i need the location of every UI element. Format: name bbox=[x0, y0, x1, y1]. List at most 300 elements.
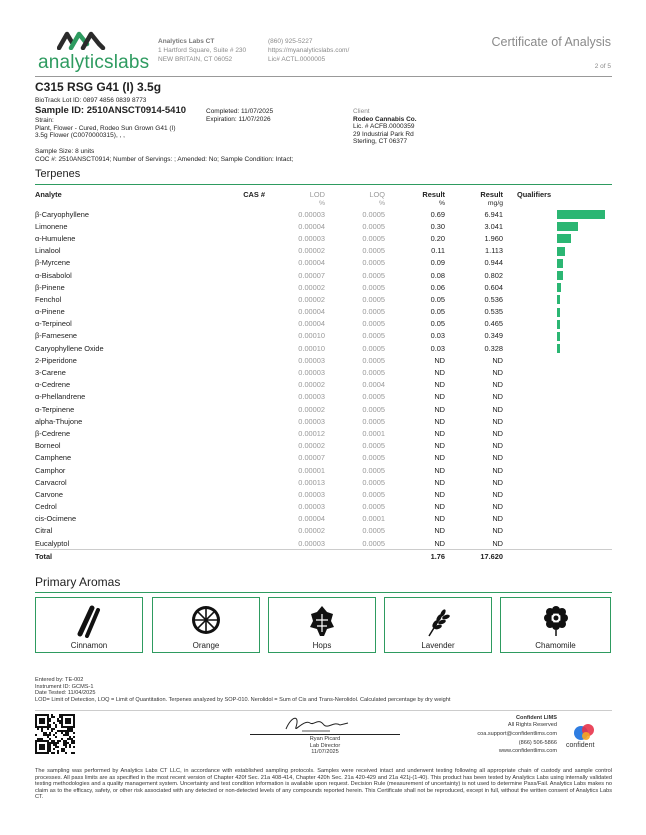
table-row bbox=[35, 440, 612, 452]
qualifier-cell bbox=[503, 269, 612, 281]
strain-label: Strain: bbox=[35, 117, 54, 124]
cas-cell bbox=[205, 452, 265, 464]
table-row bbox=[35, 342, 612, 354]
lod-cell: 0.00003 bbox=[298, 209, 325, 219]
loq-cell: 0.0005 bbox=[362, 233, 385, 243]
table-row bbox=[35, 330, 612, 342]
product-name: C315 RSG G41 (I) 3.5g bbox=[35, 80, 162, 94]
loq-cell: 0.0001 bbox=[362, 514, 385, 524]
lod-cell: 0.00013 bbox=[298, 477, 325, 487]
qualifier-cell bbox=[503, 537, 612, 550]
lod-cell: 0.00010 bbox=[298, 343, 325, 353]
qualifier-cell bbox=[503, 391, 612, 403]
col-result-mg: Result bbox=[480, 189, 503, 199]
loq-cell: 0.0005 bbox=[362, 404, 385, 414]
lod-cell: 0.00003 bbox=[298, 416, 325, 426]
table-row bbox=[35, 537, 612, 550]
lod-cell: 0.00003 bbox=[298, 392, 325, 402]
qualifier-cell bbox=[503, 403, 612, 415]
lod-cell: 0.00003 bbox=[298, 355, 325, 365]
table-row bbox=[35, 488, 612, 500]
cas-cell bbox=[205, 232, 265, 244]
lod-cell: 0.00004 bbox=[298, 319, 325, 329]
cas-cell bbox=[205, 415, 265, 427]
level-bar bbox=[557, 295, 560, 304]
aroma-card-hops bbox=[268, 597, 376, 653]
loq-cell: 0.0005 bbox=[362, 489, 385, 499]
level-bar bbox=[557, 308, 560, 317]
result-pct-cell: ND bbox=[434, 502, 445, 512]
cas-cell bbox=[205, 293, 265, 305]
loq-cell: 0.0005 bbox=[362, 392, 385, 402]
result-pct-cell: 0.08 bbox=[430, 270, 445, 280]
lod-cell: 0.00010 bbox=[298, 331, 325, 341]
lod-cell: 0.00002 bbox=[298, 526, 325, 536]
cas-cell bbox=[205, 342, 265, 354]
table-row bbox=[35, 366, 612, 378]
loq-cell: 0.0005 bbox=[362, 294, 385, 304]
lims-website[interactable]: www.confidentlims.com bbox=[498, 748, 557, 755]
cas-cell bbox=[205, 330, 265, 342]
result-mg-cell: 3.041 bbox=[484, 221, 503, 231]
qualifier-cell bbox=[503, 354, 612, 366]
level-bar bbox=[557, 332, 560, 341]
result-mg-cell: ND bbox=[492, 416, 503, 426]
table-row bbox=[35, 281, 612, 293]
result-mg-cell: 6.941 bbox=[484, 209, 503, 219]
total-mg: 17.620 bbox=[445, 550, 503, 563]
result-mg-cell: 0.604 bbox=[484, 282, 503, 292]
result-pct-cell: ND bbox=[434, 538, 445, 548]
cas-cell bbox=[205, 537, 265, 550]
cas-cell bbox=[205, 440, 265, 452]
qualifier-cell bbox=[503, 306, 612, 318]
qualifier-cell bbox=[503, 513, 612, 525]
aromas-divider bbox=[35, 592, 612, 593]
cas-cell bbox=[205, 464, 265, 476]
lod-cell: 0.00002 bbox=[298, 282, 325, 292]
aroma-name: Orange bbox=[192, 641, 220, 650]
qualifier-cell bbox=[503, 220, 612, 232]
lims-name: Confident LIMS bbox=[515, 715, 557, 721]
lod-cell: 0.00002 bbox=[298, 246, 325, 256]
lab-address bbox=[158, 37, 246, 64]
analyte-cell: α-Humulene bbox=[35, 233, 76, 243]
qualifier-cell bbox=[503, 464, 612, 476]
table-row bbox=[35, 391, 612, 403]
client-name: Rodeo Cannabis Co. bbox=[353, 115, 417, 123]
lod-cell: 0.00003 bbox=[298, 538, 325, 548]
result-mg-cell: ND bbox=[492, 380, 503, 390]
loq-cell: 0.0004 bbox=[362, 380, 385, 390]
loq-cell: 0.0005 bbox=[362, 502, 385, 512]
result-mg-cell: ND bbox=[492, 502, 503, 512]
lod-cell: 0.00012 bbox=[298, 428, 325, 438]
loq-cell: 0.0005 bbox=[362, 221, 385, 231]
result-pct-cell: ND bbox=[434, 441, 445, 451]
cas-cell bbox=[205, 245, 265, 257]
analyte-cell: Fenchol bbox=[35, 294, 62, 304]
col-analyte: Analyte bbox=[35, 189, 62, 199]
biotrack-lot-id: BioTrack Lot ID: 0897 4856 0839 8773 bbox=[35, 97, 147, 104]
col-result-pct: Result bbox=[422, 189, 445, 199]
result-pct-cell: ND bbox=[434, 489, 445, 499]
logo-text: analyticslabs bbox=[38, 52, 150, 73]
table-row bbox=[35, 476, 612, 488]
lod-cell: 0.00004 bbox=[298, 307, 325, 317]
result-mg-cell: 0.465 bbox=[484, 319, 503, 329]
qualifier-cell bbox=[503, 208, 612, 220]
qualifier-cell bbox=[503, 501, 612, 513]
table-row bbox=[35, 513, 612, 525]
result-mg-cell: ND bbox=[492, 489, 503, 499]
result-pct-cell: ND bbox=[434, 355, 445, 365]
result-mg-cell: 0.802 bbox=[484, 270, 503, 280]
total-row bbox=[35, 550, 612, 563]
result-mg-cell: ND bbox=[492, 453, 503, 463]
level-bar bbox=[557, 320, 560, 329]
analyte-cell: Camphor bbox=[35, 465, 66, 475]
cas-cell bbox=[205, 513, 265, 525]
cas-cell bbox=[205, 379, 265, 391]
loq-cell: 0.0005 bbox=[362, 331, 385, 341]
level-bar bbox=[557, 247, 565, 256]
notes-divider bbox=[35, 710, 612, 711]
unit-loq: % bbox=[378, 200, 385, 207]
result-mg-cell: 1.113 bbox=[485, 246, 503, 256]
lab-address-line1: 1 Hartford Square, Suite # 230 bbox=[158, 47, 247, 54]
table-row bbox=[35, 452, 612, 464]
table-row bbox=[35, 269, 612, 281]
lab-address-line2: NEW BRITAIN, CT 06052 bbox=[158, 56, 233, 63]
client-license: Lic. # ACFB.0000359 bbox=[353, 123, 415, 131]
units-row bbox=[35, 199, 612, 208]
qualifier-cell bbox=[503, 342, 612, 354]
level-bar bbox=[557, 210, 605, 219]
aroma-card-cinnamon bbox=[35, 597, 143, 653]
table-row bbox=[35, 415, 612, 427]
col-qualifiers: Qualifiers bbox=[517, 189, 552, 199]
client-address1: 29 Industrial Park Rd bbox=[353, 130, 414, 138]
lod-cell: 0.00003 bbox=[298, 233, 325, 243]
qualifier-cell bbox=[503, 293, 612, 305]
lab-name: Analytics Labs CT bbox=[158, 38, 215, 45]
result-mg-cell: ND bbox=[492, 404, 503, 414]
table-row bbox=[35, 245, 612, 257]
lab-phone: (860) 925-5227 bbox=[268, 38, 313, 45]
lod-cell: 0.00002 bbox=[298, 404, 325, 414]
cas-cell bbox=[205, 427, 265, 439]
loq-cell: 0.0005 bbox=[362, 258, 385, 268]
result-mg-cell: ND bbox=[492, 538, 503, 548]
signature-line bbox=[250, 734, 400, 735]
result-pct-cell: 0.69 bbox=[430, 209, 445, 219]
result-mg-cell: ND bbox=[492, 368, 503, 378]
result-mg-cell: 0.535 bbox=[484, 307, 503, 317]
disclaimer: The sampling was performed by Analytics Labs CT LLC, in accordance with established sampling protocols. Samples were received intact and underwent testing following all appropriate chain of custody and sample control processes. All pass limits are as specified in the most recent version of Chapter 420f Sec. 21a 408-414, Chapter 420h Sec. 21a 420-429 and 21a 421j-(1-40). This product has been tested by Analytics Labs using internally validated testing methodologies and a quality management system. Uncertainty and test condition information is available upon request. Decision Rule (measurement of uncertainty) is not used to determine Pass/Fail. Analytics Labs makes no claim as to the efficacy, safety, or other risk associated with any detected or non-detected levels of any compounds reported herein. This Certificate shall not be reproduced, except in full, without the written consent of Analytics Labs CT. bbox=[35, 768, 612, 801]
signature-icon bbox=[282, 713, 352, 735]
confident-brand: confident bbox=[566, 742, 595, 749]
qualifier-cell bbox=[503, 366, 612, 378]
cas-cell bbox=[205, 525, 265, 537]
analyte-cell: Limonene bbox=[35, 221, 68, 231]
table-row bbox=[35, 232, 612, 244]
lab-license: Lic# ACTL.0000005 bbox=[268, 56, 326, 63]
level-bar bbox=[557, 234, 571, 243]
qualifier-cell bbox=[503, 245, 612, 257]
table-row bbox=[35, 257, 612, 269]
result-mg-cell: ND bbox=[492, 465, 503, 475]
loq-cell: 0.0005 bbox=[362, 465, 385, 475]
loq-cell: 0.0005 bbox=[362, 538, 385, 548]
lod-cell: 0.00002 bbox=[298, 294, 325, 304]
client-address2: Sterling, CT 06377 bbox=[353, 138, 408, 146]
analyticslabs-logo-mark bbox=[57, 30, 109, 50]
analyte-cell: β-Pinene bbox=[35, 282, 65, 292]
table-row bbox=[35, 208, 612, 220]
result-pct-cell: 0.03 bbox=[430, 331, 445, 341]
analyte-cell: α-Cedrene bbox=[35, 380, 71, 390]
table-row bbox=[35, 306, 612, 318]
lims-block bbox=[477, 715, 557, 755]
result-mg-cell: ND bbox=[492, 355, 503, 365]
qualifier-cell bbox=[503, 427, 612, 439]
cas-cell bbox=[205, 366, 265, 378]
strain-line2: 3.5g Flower (C0070000315), , , bbox=[35, 132, 125, 140]
client-block bbox=[353, 108, 417, 146]
sample-id: Sample ID: 2510ANSCT0914-5410 bbox=[35, 105, 187, 116]
analyte-cell: Cedrol bbox=[35, 502, 57, 512]
result-pct-cell: 0.05 bbox=[430, 307, 445, 317]
level-bar bbox=[557, 344, 560, 353]
analyte-cell: Citral bbox=[35, 526, 53, 536]
lod-cell: 0.00007 bbox=[298, 270, 325, 280]
analyte-cell: alpha-Thujone bbox=[35, 416, 83, 426]
qualifier-cell bbox=[503, 476, 612, 488]
strain-line1: Plant, Flower - Cured, Rodeo Sun Grown G41 (I) bbox=[35, 124, 176, 132]
analyte-cell: α-Terpinene bbox=[35, 404, 75, 414]
header-divider bbox=[35, 76, 612, 77]
level-bar bbox=[557, 259, 563, 268]
analyte-cell: cis-Ocimene bbox=[35, 514, 77, 524]
cas-cell bbox=[205, 354, 265, 366]
loq-cell: 0.0005 bbox=[362, 282, 385, 292]
aroma-name: Lavender bbox=[421, 641, 455, 650]
table-header-row bbox=[35, 189, 612, 199]
lod-cell: 0.00004 bbox=[298, 258, 325, 268]
loq-cell: 0.0005 bbox=[362, 343, 385, 353]
lod-cell: 0.00004 bbox=[298, 514, 325, 524]
analyte-cell: Borneol bbox=[35, 441, 61, 451]
result-mg-cell: ND bbox=[492, 428, 503, 438]
lims-email[interactable]: coa.support@confidentlims.com bbox=[477, 731, 557, 738]
lod-cell: 0.00003 bbox=[298, 489, 325, 499]
table-row bbox=[35, 427, 612, 439]
analyte-cell: β-Caryophyllene bbox=[35, 209, 89, 219]
result-pct-cell: ND bbox=[434, 465, 445, 475]
unit-result-mg: mg/g bbox=[487, 200, 503, 207]
client-label: Client bbox=[353, 108, 370, 115]
result-pct-cell: 0.05 bbox=[430, 319, 445, 329]
lab-contact bbox=[268, 37, 349, 64]
result-pct-cell: ND bbox=[434, 477, 445, 487]
qualifier-cell bbox=[503, 281, 612, 293]
lod-cell: 0.00002 bbox=[298, 441, 325, 451]
qualifier-cell bbox=[503, 257, 612, 269]
result-mg-cell: 0.536 bbox=[484, 294, 503, 304]
signer-title: Lab Director bbox=[309, 742, 341, 749]
signature-block bbox=[250, 736, 400, 756]
confident-logo-icon bbox=[572, 722, 598, 742]
coc-line: COC #: 2510ANSCT0914; Number of Servings: ; Amended: No; Sample Condition: Intact; bbox=[35, 156, 294, 163]
analyte-cell: Linalool bbox=[35, 246, 61, 256]
completed-date: Completed: 11/07/2025 bbox=[206, 108, 274, 115]
lod-cell: 0.00001 bbox=[298, 465, 325, 475]
terpenes-table bbox=[35, 189, 612, 562]
aroma-card-chamomile bbox=[500, 597, 611, 653]
analyte-cell: Carvone bbox=[35, 489, 63, 499]
analyte-cell: α-Pinene bbox=[35, 307, 65, 317]
table-row bbox=[35, 354, 612, 366]
expiration-date: Expiration: 11/07/2026 bbox=[206, 115, 271, 123]
result-pct-cell: ND bbox=[434, 416, 445, 426]
analyte-cell: 3-Carene bbox=[35, 368, 66, 378]
terpenes-section-title: Terpenes bbox=[35, 168, 81, 180]
result-mg-cell: ND bbox=[492, 477, 503, 487]
aroma-card-orange bbox=[152, 597, 260, 653]
result-pct-cell: ND bbox=[434, 453, 445, 463]
page-number: 2 of 5 bbox=[594, 63, 611, 70]
analyte-cell: Camphene bbox=[35, 453, 72, 463]
lab-website[interactable]: https://myanalyticslabs.com/ bbox=[268, 47, 350, 54]
result-pct-cell: ND bbox=[434, 380, 445, 390]
cas-cell bbox=[205, 208, 265, 220]
cas-cell bbox=[205, 220, 265, 232]
result-pct-cell: 0.09 bbox=[430, 258, 445, 268]
analyte-cell: 2-Piperidone bbox=[35, 355, 77, 365]
result-mg-cell: 0.328 bbox=[484, 343, 503, 353]
hops-icon bbox=[307, 604, 337, 638]
analyte-cell: Eucalyptol bbox=[35, 538, 70, 548]
loq-cell: 0.0005 bbox=[362, 477, 385, 487]
result-mg-cell: ND bbox=[492, 441, 503, 451]
lod-cell: 0.00003 bbox=[298, 368, 325, 378]
total-label: Total bbox=[35, 550, 205, 563]
result-pct-cell: 0.03 bbox=[430, 343, 445, 353]
result-pct-cell: ND bbox=[434, 368, 445, 378]
signature-date: 11/07/2025 bbox=[311, 749, 339, 756]
qr-code-icon bbox=[35, 714, 75, 754]
table-row bbox=[35, 293, 612, 305]
analyte-cell: α-Terpineol bbox=[35, 319, 72, 329]
result-pct-cell: 0.30 bbox=[430, 221, 445, 231]
qualifier-cell bbox=[503, 379, 612, 391]
notes-block bbox=[35, 677, 450, 703]
lod-note: LOD= Limit of Detection, LOQ = Limit of Quantitation. Terpenes analyzed by SOP-010. Nerolidol = Sum of Cis and Trans-Nerolidol. Calculated percentage by dry weight bbox=[35, 696, 451, 703]
loq-cell: 0.0005 bbox=[362, 270, 385, 280]
cas-cell bbox=[205, 391, 265, 403]
level-bar bbox=[557, 271, 563, 280]
sample-size: Sample Size: 8 units bbox=[35, 148, 95, 155]
terpenes-divider bbox=[35, 184, 612, 185]
orange-icon bbox=[190, 604, 222, 636]
result-mg-cell: ND bbox=[492, 526, 503, 536]
lod-cell: 0.00003 bbox=[298, 502, 325, 512]
cas-cell bbox=[205, 257, 265, 269]
lod-cell: 0.00002 bbox=[298, 380, 325, 390]
cas-cell bbox=[205, 318, 265, 330]
loq-cell: 0.0005 bbox=[362, 368, 385, 378]
loq-cell: 0.0005 bbox=[362, 453, 385, 463]
cas-cell bbox=[205, 501, 265, 513]
cas-cell bbox=[205, 403, 265, 415]
result-pct-cell: 0.06 bbox=[430, 282, 445, 292]
entered-by: Entered by: TE-002 bbox=[35, 677, 84, 683]
result-pct-cell: ND bbox=[434, 392, 445, 402]
result-mg-cell: ND bbox=[492, 392, 503, 402]
cas-cell bbox=[205, 269, 265, 281]
logo bbox=[38, 28, 150, 76]
loq-cell: 0.0005 bbox=[362, 319, 385, 329]
result-mg-cell: 1.960 bbox=[484, 233, 503, 243]
analyte-cell: β-Farnesene bbox=[35, 331, 78, 341]
qualifier-cell bbox=[503, 318, 612, 330]
result-pct-cell: ND bbox=[434, 428, 445, 438]
loq-cell: 0.0005 bbox=[362, 307, 385, 317]
qualifier-cell bbox=[503, 440, 612, 452]
analyte-cell: β-Cedrene bbox=[35, 428, 71, 438]
loq-cell: 0.0005 bbox=[362, 355, 385, 365]
loq-cell: 0.0005 bbox=[362, 441, 385, 451]
table-row bbox=[35, 403, 612, 415]
dates-block bbox=[206, 108, 273, 123]
table-row bbox=[35, 501, 612, 513]
unit-result-pct: % bbox=[438, 200, 445, 207]
lod-cell: 0.00007 bbox=[298, 453, 325, 463]
document-title: Certificate of Analysis bbox=[491, 35, 611, 49]
cas-cell bbox=[205, 488, 265, 500]
result-mg-cell: 0.944 bbox=[484, 258, 503, 268]
chamomile-icon bbox=[541, 604, 571, 636]
signer-name: Ryan Picard bbox=[309, 736, 341, 742]
qualifier-cell bbox=[503, 232, 612, 244]
level-bar bbox=[557, 222, 578, 231]
qualifier-cell bbox=[503, 488, 612, 500]
table-row bbox=[35, 464, 612, 476]
cas-cell bbox=[205, 306, 265, 318]
table-row bbox=[35, 220, 612, 232]
result-pct-cell: 0.05 bbox=[430, 294, 445, 304]
aroma-name: Chamomile bbox=[535, 641, 576, 650]
analyte-cell: α-Bisabolol bbox=[35, 270, 72, 280]
loq-cell: 0.0005 bbox=[362, 246, 385, 256]
analyte-cell: α-Phellandrene bbox=[35, 392, 86, 402]
qualifier-cell bbox=[503, 330, 612, 342]
aromas-section-title: Primary Aromas bbox=[35, 575, 121, 589]
strain-block bbox=[35, 117, 176, 140]
cinnamon-icon bbox=[76, 604, 102, 638]
total-pct: 1.76 bbox=[385, 550, 445, 563]
lavender-icon bbox=[423, 604, 453, 638]
lims-rights: All Rights Reserved bbox=[507, 721, 557, 728]
col-cas: CAS # bbox=[243, 189, 265, 199]
result-pct-cell: 0.11 bbox=[431, 246, 445, 256]
analyte-cell: β-Myrcene bbox=[35, 258, 71, 268]
col-lod: LOD bbox=[309, 189, 325, 199]
loq-cell: 0.0005 bbox=[362, 416, 385, 426]
qualifier-cell bbox=[503, 452, 612, 464]
result-pct-cell: ND bbox=[434, 526, 445, 536]
